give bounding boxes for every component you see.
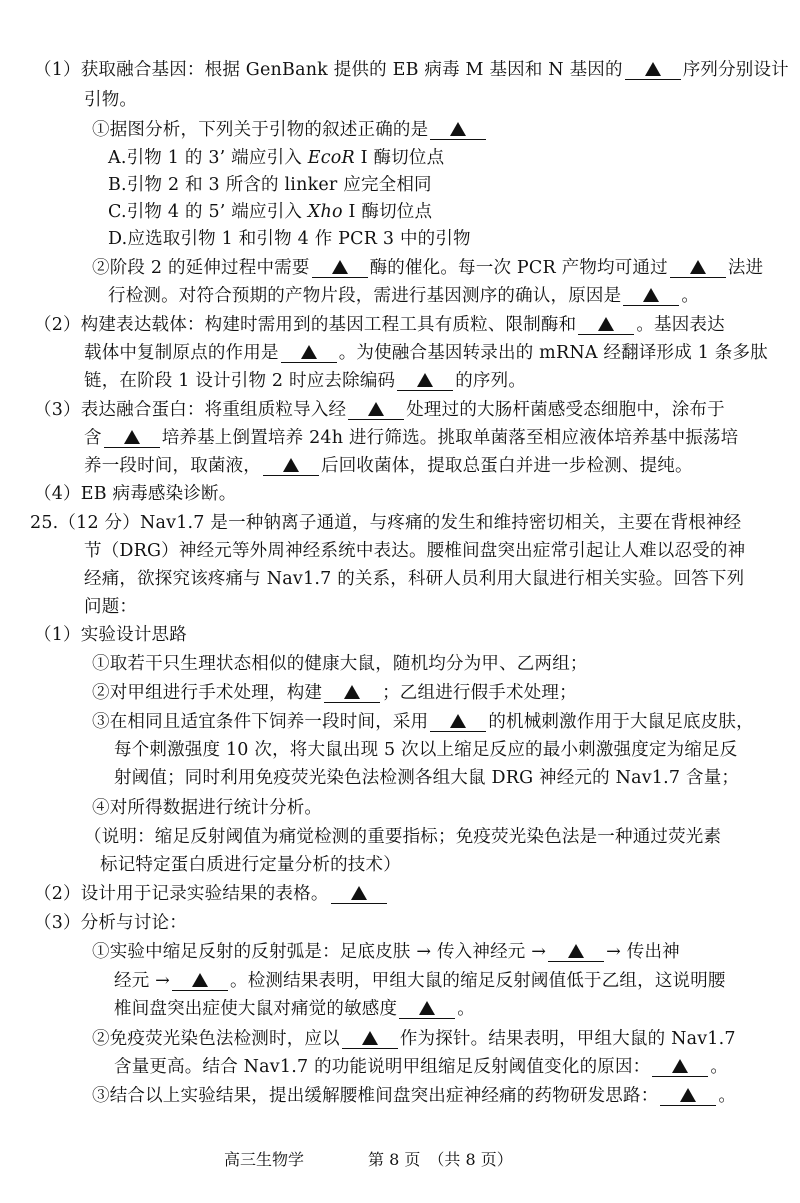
step-3-line-2: 每个刺激强度 10 次，将大鼠出现 5 次以上缩足反应的最小刺激强度定为缩足反 bbox=[114, 740, 738, 760]
q2-line-3: 链，在阶段 1 设计引物 2 时应去除编码 的序列。 bbox=[84, 371, 527, 391]
answer-blank[interactable] bbox=[104, 429, 160, 448]
footer-subject: 高三生物学 bbox=[224, 1150, 305, 1169]
q25-line-4: 问题： bbox=[84, 597, 138, 617]
q25-line-1: 25.（12 分）Nav1.7 是一种钠离子通道，与疼痛的发生和维持密切相关，主要在背根神经 bbox=[30, 513, 742, 533]
step-3-line-1: ③在相同且适宜条件下饲养一段时间，采用 的机械刺激作用于大鼠足底皮肤， bbox=[92, 712, 754, 732]
triangle-icon bbox=[192, 973, 208, 987]
triangle-icon bbox=[690, 260, 706, 274]
answer-blank[interactable] bbox=[430, 713, 486, 732]
option-b: B.引物 2 和 3 所含的 linker 应完全相同 bbox=[108, 175, 432, 195]
q2-line-2: 载体中复制原点的作用是 。为使融合基因转录出的 mRNA 经翻译形成 1 条多肽 bbox=[84, 343, 768, 363]
note-line-1: （说明：缩足反射阈值为痛觉检测的重要指标；免疫荧光染色法是一种通过荧光素 bbox=[84, 827, 722, 847]
triangle-icon bbox=[368, 402, 384, 416]
triangle-icon bbox=[598, 317, 614, 331]
answer-blank[interactable] bbox=[348, 401, 404, 420]
triangle-icon bbox=[680, 1088, 696, 1102]
disc-1-line-3: 椎间盘突出症使大鼠对痛觉的敏感度 。 bbox=[114, 999, 475, 1019]
triangle-icon bbox=[672, 1059, 688, 1073]
q1-sub2-line-2: 行检测。对符合预期的产物片段，需进行基因测序的确认，原因是 。 bbox=[108, 286, 700, 306]
q2-line-1: （2）构建表达载体：构建时需用到的基因工程工具有质粒、限制酶和 。基因表达 bbox=[34, 315, 725, 335]
answer-blank[interactable] bbox=[324, 684, 380, 703]
disc-1-line-1: ①实验中缩足反射的反射弧是：足底皮肤 → 传入神经元 → → 传出神 bbox=[92, 942, 680, 962]
answer-blank[interactable] bbox=[342, 1030, 398, 1049]
option-a: A.引物 1 的 3’ 端应引入 EcoR Ⅰ 酶切位点 bbox=[108, 148, 445, 168]
answer-blank[interactable] bbox=[312, 259, 368, 278]
disc-2-line-2: 含量更高。结合 Nav1.7 的功能说明甲组缩足反射阈值变化的原因： 。 bbox=[114, 1057, 729, 1077]
q1-line-1: （1）获取融合基因：根据 GenBank 提供的 EB 病毒 M 基因和 N 基因的 序列分别设计 bbox=[34, 60, 789, 80]
answer-blank[interactable] bbox=[172, 972, 228, 991]
step-3-line-3: 射阈值；同时利用免疫荧光染色法检测各组大鼠 DRG 神经元的 Nav1.7 含量； bbox=[114, 768, 740, 788]
q1-sub2-line-1: ②阶段 2 的延伸过程中需要 酶的催化。每一次 PCR 产物均可通过 法进 bbox=[92, 258, 764, 278]
q25-part1-title: （1）实验设计思路 bbox=[34, 625, 187, 645]
answer-blank[interactable] bbox=[548, 943, 604, 962]
answer-blank[interactable] bbox=[623, 287, 679, 306]
option-d: D.应选取引物 1 和引物 4 作 PCR 3 中的引物 bbox=[108, 229, 471, 249]
answer-blank[interactable] bbox=[625, 61, 681, 80]
q25-part3-title: （3）分析与讨论： bbox=[34, 913, 187, 933]
option-c: C.引物 4 的 5’ 端应引入 Xho Ⅰ 酶切位点 bbox=[108, 202, 433, 222]
answer-blank[interactable] bbox=[430, 121, 486, 140]
triangle-icon bbox=[645, 62, 661, 76]
answer-blank[interactable] bbox=[281, 344, 337, 363]
triangle-icon bbox=[344, 685, 360, 699]
answer-blank[interactable] bbox=[397, 372, 453, 391]
answer-blank[interactable] bbox=[263, 457, 319, 476]
footer-page-number: 第 8 页 （共 8 页） bbox=[368, 1150, 513, 1169]
note-line-2: 标记特定蛋白质进行定量分析的技术） bbox=[100, 855, 401, 875]
answer-blank[interactable] bbox=[399, 1000, 455, 1019]
triangle-icon bbox=[301, 345, 317, 359]
q25-line-2: 节（DRG）神经元等外周神经系统中表达。腰椎间盘突出症常引起让人难以忍受的神 bbox=[84, 541, 746, 561]
triangle-icon bbox=[362, 1031, 378, 1045]
triangle-icon bbox=[643, 288, 659, 302]
q3-line-3: 养一段时间，取菌液， 后回收菌体，提取总蛋白并进一步检测、提纯。 bbox=[84, 456, 693, 476]
triangle-icon bbox=[450, 714, 466, 728]
q1-line-2: 引物。 bbox=[84, 90, 138, 110]
disc-3: ③结合以上实验结果，提出缓解腰椎间盘突出症神经痛的药物研发思路： 。 bbox=[92, 1086, 737, 1106]
answer-blank[interactable] bbox=[652, 1058, 708, 1077]
triangle-icon bbox=[568, 944, 584, 958]
q3-line-2: 含 培养基上倒置培养 24h 进行筛选。挑取单菌落至相应液体培养基中振荡培 bbox=[84, 428, 739, 448]
triangle-icon bbox=[417, 373, 433, 387]
step-2: ②对甲组进行手术处理，构建 ；乙组进行假手术处理； bbox=[92, 683, 577, 703]
triangle-icon bbox=[419, 1001, 435, 1015]
q3-line-1: （3）表达融合蛋白：将重组质粒导入经 处理过的大肠杆菌感受态细胞中，涂布于 bbox=[34, 400, 725, 420]
answer-blank[interactable] bbox=[670, 259, 726, 278]
triangle-icon bbox=[332, 260, 348, 274]
answer-blank[interactable] bbox=[578, 316, 634, 335]
step-1: ①取若干只生理状态相似的健康大鼠，随机均分为甲、乙两组； bbox=[92, 654, 588, 674]
disc-1-line-2: 经元 → 。检测结果表明，甲组大鼠的缩足反射阈值低于乙组，这说明腰 bbox=[114, 971, 726, 991]
q25-part2: （2）设计用于记录实验结果的表格。 bbox=[34, 882, 389, 906]
q4-line: （4）EB 病毒感染诊断。 bbox=[34, 484, 237, 504]
step-4: ④对所得数据进行统计分析。 bbox=[92, 798, 323, 818]
answer-blank[interactable] bbox=[331, 885, 387, 904]
triangle-icon bbox=[450, 122, 466, 136]
q1-sub1: ①据图分析，下列关于引物的叙述正确的是 bbox=[92, 118, 488, 142]
triangle-icon bbox=[283, 458, 299, 472]
triangle-icon bbox=[124, 430, 140, 444]
disc-2-line-1: ②免疫荧光染色法检测时，应以 作为探针。结果表明，甲组大鼠的 Nav1.7 bbox=[92, 1029, 736, 1049]
answer-blank[interactable] bbox=[660, 1087, 716, 1106]
q25-line-3: 经痛，欲探究该疼痛与 Nav1.7 的关系，科研人员利用大鼠进行相关实验。回答下列 bbox=[84, 569, 745, 589]
triangle-icon bbox=[351, 886, 367, 900]
